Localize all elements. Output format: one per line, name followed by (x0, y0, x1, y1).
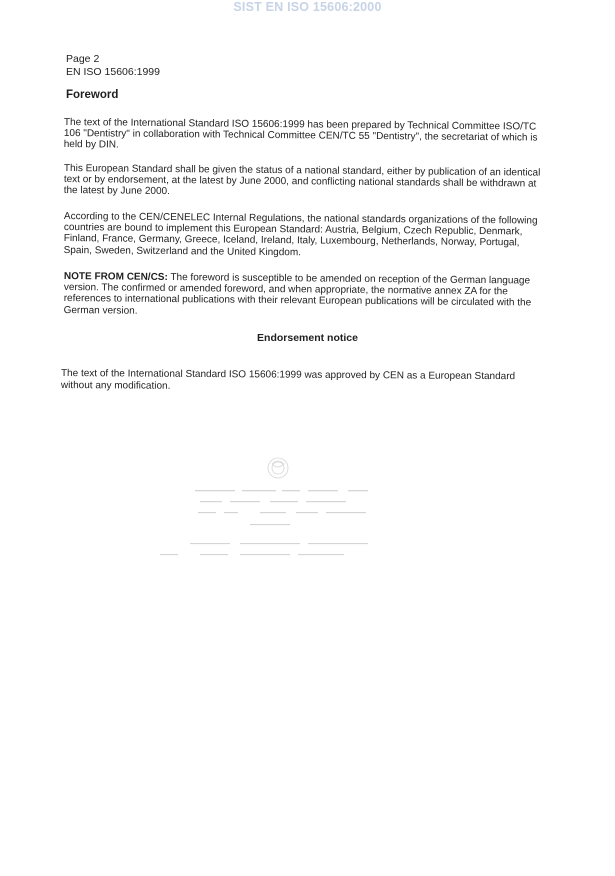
endorsement-paragraph: The text of the International Standard ISO 15606:1999 was approved by CEN as a European Standard without any modification. (60, 368, 516, 392)
stamp-graphic (150, 450, 400, 570)
document-id: EN ISO 15606:1999 (66, 66, 160, 78)
foreword-paragraph-1: The text of the International Standard ISO 15606:1999 has been prepared by Technical Committee ISO/TC 106 "Dentistry" in collaboration with Technical Committee CEN/TC 55 "Dentistry", the secretariat of which is held by DIN. (63, 117, 538, 151)
note-text: The foreword is susceptible to be amended on reception of the German language version. The confirmed or amended foreword, and when appropriate, the normative annex ZA for the references to international publications with their relevant European publications will be circulated with the German version. (63, 271, 532, 317)
foreword-paragraph-3: According to the CEN/CENELEC Internal Regulations, the national standards organizations of the following countries are bound to implement this European Standard: Austria, Belgium, Czech Republic, Denmark, Finland, France, Germany, Greece, Iceland, Ireland, Italy, Luxembourg, Netherlands, Norway, Portugal, Spain, Sweden, Switzerland and the United Kingdom. (63, 211, 538, 258)
foreword-paragraph-2: This European Standard shall be given the status of a national standard, either by publication of an identical text or by endorsement, at the latest by June 2000, and conflicting national standards shall be withdrawn at the latest by June 2000. (63, 163, 541, 198)
endorsement-heading: Endorsement notice (257, 332, 358, 344)
foreword-note (64, 271, 550, 320)
page-number: Page 2 (66, 53, 100, 65)
note-label: NOTE FROM CEN/CS: (63, 271, 168, 283)
watermark: SIST EN ISO 15606:2000 (233, 0, 382, 14)
page-header (66, 53, 160, 79)
foreword-heading: Foreword (66, 89, 119, 101)
official-stamp (150, 450, 400, 570)
